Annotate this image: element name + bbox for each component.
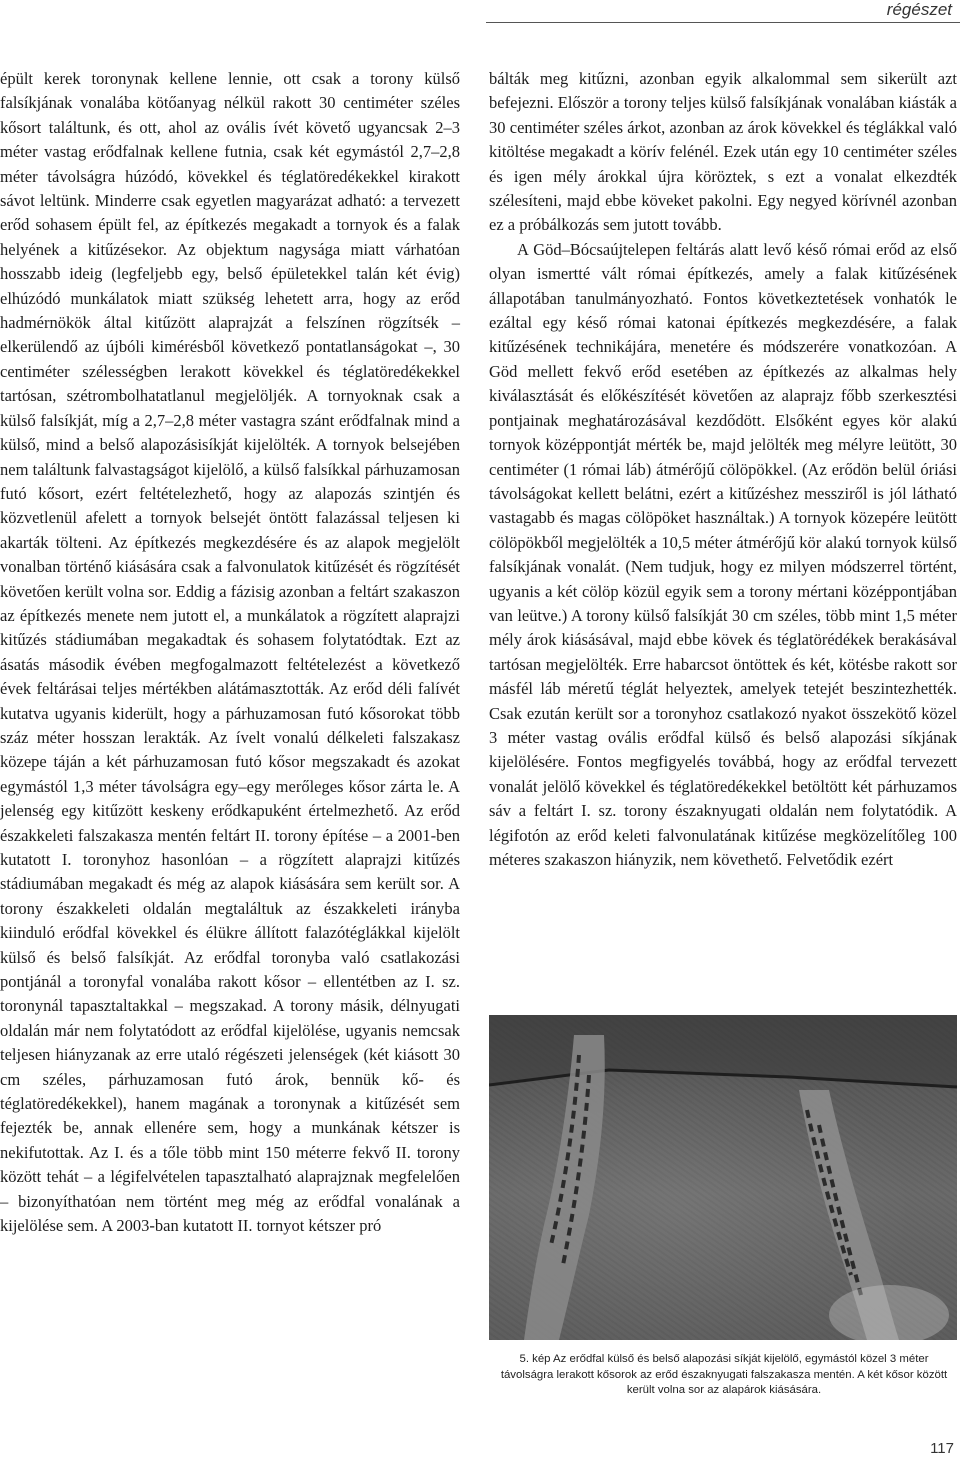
right-paragraph-2: A Göd–Bócsaújtelepen feltárás alatt levő késő római erőd az első olyan ismertté vált római építkezés, amely a falak kitűzésének állapotában tanulmányozható. Fontos következtetések vonhatók le ezáltal egy késő római katonai építkezés megkezdésére, a falak kitűzésének technikájára, menetére és módszerére vonatkozóan. A Göd mellett fekvő erőd esetében az építkezés az alkalmas hely kiválasztását és előkészítését követően az alaprajz főbb szerkesztési pontjainak meghatározásával kezdődött. Elsőként egyes kör alakú tornyok középpontját mérték be, majd jelölték meg mélyre leütött, 30 centiméter (1 római láb) átmérőjű cölöpökkel. (Az erődön belül óriási távolságokat kellett belátni, ezért a kitűzéshez messziről is jól látható vastagabb és magas cölöpöket használtak.) A tornyok közepére leütött cölöpökből megjelölték a 10,5 méter átmérőjű kör alakú tornyok külső falsíkjának vonalát. (Nem tudjuk, hogy ez milyen módszerrel történt, ugyanis a két cölöp közül egyik sem a torony mértani középpontjában van leütve.) A torony külső falsíkját 30 cm széles, több mint 1,5 méter mély árok kiásásával, majd ebbe kövek és téglatörédékek berakásával tartósan megjelölték. Erre habarcsot öntöttek és két, kötésbe rakott sor másfél láb méretű téglát helyeztek, amelyek tetejét beszintezhették. Csak ezután került sor a toronyhoz csatlakozó nyakot összekötő közel 3 méter vastag ovális erődfal külső és belső alapozási síkjának kijelölésére. Fontos megfigyelés továbbá, hogy az erődfal tervezett vonalát jelölő kövekkel és téglatöredékekkel betöltött két párhuzamos sáv a feltárt I. sz. torony északnyugati oldalán nem folytatódik. A légifotón az erőd keleti falvonulatának kitűzése megközelítőleg 100 méteres szakaszon hiányzik, nem követhető. Felvetődik ezért — [489, 239, 957, 869]
right-paragraph-1: bálták meg kitűzni, azonban egyik alkalommal sem sikerült azt befejezni. Először a torony teljes külső falsíkjának vonalában kiásták a 30 centiméter széles árkot, azonban az árok kövekkel és téglákkal való kitöltése megakadt a körív felénél. Ezek után egy 10 centiméter széles és igen mély árokkal újra köröztek, s ezt a vonalat elkezdték szélesíteni, majd ebbe köveket pakolni. Egy negyed körívnél azonban ez a próbálkozás sem jutott tovább. — [489, 69, 957, 235]
left-column — [0, 67, 460, 1239]
page-number: 117 — [930, 1440, 954, 1457]
section-title: régészet — [886, 0, 952, 19]
right-column — [489, 67, 957, 872]
photo-caption: 5. kép Az erődfal külső és belső alapozási síkját kijelölő, egymástól közel 3 méter távolságra lerakott kősorok az erőd északnyugati falszakasza mentén. A két kősor között került volna sor az alapárok kiásására. — [500, 1353, 948, 1396]
excavation-photo — [489, 1015, 957, 1340]
left-paragraph-1: épült kerek toronynak kellene lennie, ott csak a torony külső falsíkjának vonalába kötőanyag nélkül rakott 30 centiméter széles kősort találtunk, és ott, ahol az ovális ívét követő ugyancsak 2–3 méter vastag erődfalnak kellene futnia, csak két egymástól 2,7–2,8 méter távolságra húzódó, kövekkel és téglatöredékekkel kirakott sávot leltünk. Minderre csak egyetlen magyarázat adható: a tervezett erőd sohasem épült fel, az építkezés megakadt a tornyok és a falak helyének a kitűzésekor. Az objektum nagysága miatt várhatóan hosszabb ideig (legfeljebb egy, belső épületekkel talán két évig) elhúzódó munkálatok miatt szükség lehetett arra, hogy az erőd hadmérnökök által kitűzött alaprajzát a felszínen rögzítsék – elkerülendő az újbóli kimérésből következő pontatlanságokat –, 30 centiméter szélességben lerakott kövekkel és téglatöredékekkel tartósan, szétrombolhatatlanul megjelöljék. A tornyoknak csak a külső falsíkját, míg a 2,7–2,8 méter vastagra szánt erődfalnak mind a külső, mind a belső alapozásisíkját kijelölték. A tornyok belsejében nem találtunk falvastagságot kijelölő, a külső falsíkkal párhuzamosan futó kősort, ezért feltételezhető, hogy az alapozás szintjén és közvetlenül afelett a tornyok belsejét öntött falazással teljesen ki akarták tölteni. Az építkezés megkezdésére és az alapok megjelölt vonalban történő kiásására csak a falvonulatok kitűzését és rögzítését követően került volna sor. Eddig a fázisig azonban a feltárt szakaszon az építkezés menete nem jutott el, a munkálatok a rögzített alaprajzi kitűzés stádiumában megakadtak és sohasem folytatódtak. Ezt az ásatás második évében megfogalmazott feltételezést a következő évek feltárásai teljes mértékben alátámasztották. Az erőd déli falívét kutatva ugyanis kiderült, hogy a párhuzamosan futó kősorokat több száz méter hosszan lerakták. Az ívelt vonalú délkeleti falszakasz közepe táján a két párhuzamosan futó kősor megszakadt és azokat egymástól 1,3 méter távolságra egy–egy merőleges kősor zárta le. A jelenség egy kitűzött keskeny erődkapuként értelmezhető. Az erőd északkeleti falszakasza mentén feltárt II. torony építése – a 2001-ben kutatott I. toronyhoz hasonlóan – a rögzített alaprajzi kitűzés stádiumában megakadt és még az alapok kiásására sem került sor. A torony északkeleti oldalán megtaláltuk az északkeleti irányba kiinduló erődfal kövekkel és élükre állított falazótéglákkal kijelölt külső és belső falsíkját. Az erődfal toronyba való csatlakozási pontjánál a toronyfal vonalába rakott kősor – ellentétben az I. sz. toronynál tapasztaltakkal – megszakad. A torony másik, délnyugati oldalán már nem folytatódott az erődfal kijelölése, ugyanis nemcsak teljesen hiányzanak az erre utaló régészeti jelenségek (két kiásott 30 cm széles, párhuzamosan futó árok, bennük kő- és téglatöredékekkel), hanem magának a toronynak a kitűzését sem fejezték be, annak ellenére sem, hogy a munkának kétszer is nekifutottak. Az I. és a tőle több mint 150 méterre fekvő II. torony között tehát – a légifelvételen tapasztalható alaprajznak megfelelően – bizonyíthatóan nem történt meg még az erődfal vonalának a kijelölése sem. A 2003-ban kutatott II. tornyot kétszer pró — [0, 69, 460, 1236]
header-rule — [486, 22, 960, 23]
light-patch — [829, 1285, 949, 1340]
excavation-photo-illustration — [489, 1015, 957, 1340]
